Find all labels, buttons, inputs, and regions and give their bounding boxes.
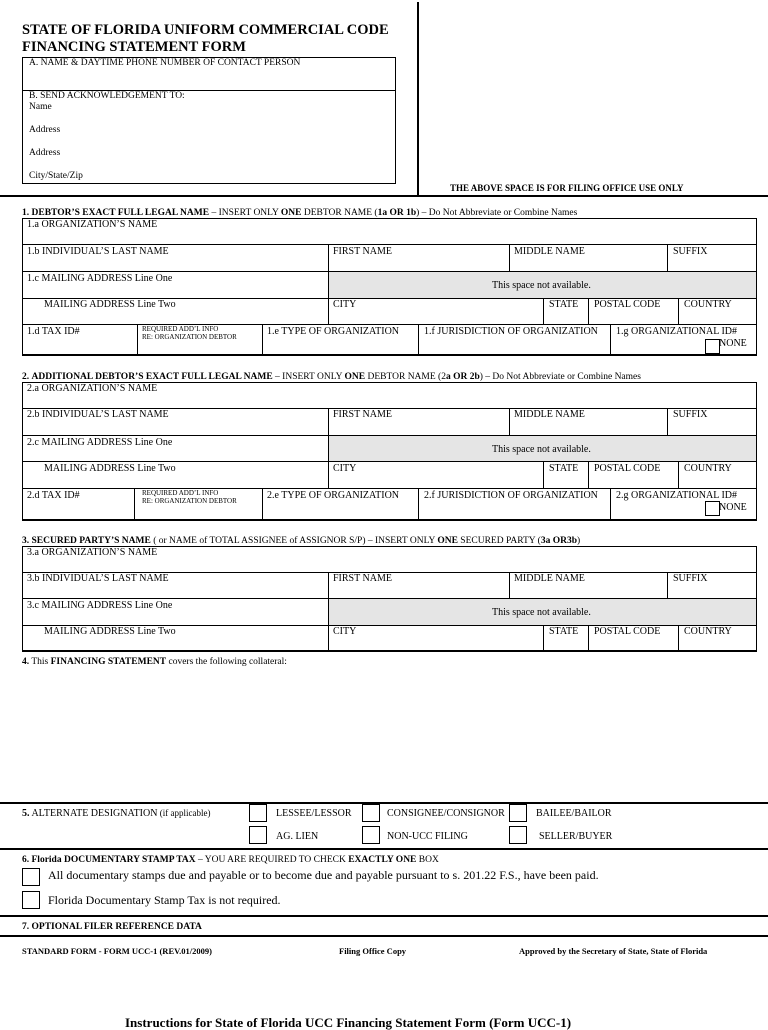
s3-not-available: This space not available. bbox=[492, 607, 591, 618]
consignee-consignor-label: CONSIGNEE/CONSIGNOR bbox=[387, 808, 505, 819]
ag-lien-checkbox[interactable] bbox=[249, 826, 267, 844]
s1-city-field[interactable]: CITY bbox=[333, 299, 357, 310]
s1-org-id-field[interactable]: 1.g ORGANIZATIONAL ID# bbox=[616, 326, 738, 337]
s1-state-field[interactable]: STATE bbox=[549, 299, 579, 310]
s1-jurisdiction-field[interactable]: 1.f JURISDICTION OF ORGANIZATION bbox=[424, 326, 598, 337]
footer-copy-label: Filing Office Copy bbox=[339, 946, 407, 956]
ack-address2-field[interactable]: Address bbox=[29, 148, 61, 158]
ack-label: B. SEND ACKNOWLEDGEMENT TO: bbox=[29, 91, 185, 101]
consignee-consignor-checkbox[interactable] bbox=[362, 804, 380, 822]
s1-not-available: This space not available. bbox=[492, 280, 591, 291]
s2-org-type-field[interactable]: 2.e TYPE OF ORGANIZATION bbox=[267, 490, 400, 501]
bailee-bailor-checkbox[interactable] bbox=[509, 804, 527, 822]
s2-req-info-line2: RE: ORGANIZATION DEBTOR bbox=[142, 497, 237, 505]
s1-none-label: NONE bbox=[719, 338, 747, 349]
s2-postal-field[interactable]: POSTAL CODE bbox=[594, 463, 661, 474]
s2-first-name-field[interactable]: FIRST NAME bbox=[333, 409, 392, 420]
contact-person-field[interactable] bbox=[22, 57, 396, 91]
s1-postal-field[interactable]: POSTAL CODE bbox=[594, 299, 661, 310]
form-title bbox=[22, 22, 389, 56]
s3-mailing2-field[interactable]: MAILING ADDRESS Line Two bbox=[44, 626, 176, 637]
s2-org-name-field[interactable]: 2.a ORGANIZATION’S NAME bbox=[27, 383, 158, 394]
s1-org-name-field[interactable]: 1.a ORGANIZATION’S NAME bbox=[27, 219, 158, 230]
non-ucc-filing-label: NON-UCC FILING bbox=[387, 831, 468, 842]
next-page-title: Instructions for State of Florida UCC Financing Statement Form (Form UCC-1) bbox=[125, 1015, 572, 1030]
lessee-lessor-label: LESSEE/LESSOR bbox=[276, 808, 352, 819]
s3-org-name-field[interactable]: 3.a ORGANIZATION’S NAME bbox=[27, 547, 158, 558]
s3-country-field[interactable]: COUNTRY bbox=[684, 626, 732, 637]
section5-bottom-rule bbox=[0, 848, 768, 850]
s3-first-name-field[interactable]: FIRST NAME bbox=[333, 573, 392, 584]
bailee-bailor-label: BAILEE/BAILOR bbox=[536, 808, 612, 819]
stamps-paid-label: All documentary stamps due and payable or to become due and payable pursuant to s. 201.22 F.S., have been paid. bbox=[48, 868, 599, 882]
s1-middle-name-field[interactable]: MIDDLE NAME bbox=[514, 246, 585, 257]
s3-mailing1-field[interactable]: 3.c MAILING ADDRESS Line One bbox=[27, 600, 173, 611]
stamps-paid-checkbox[interactable] bbox=[22, 868, 40, 886]
collateral-textarea[interactable] bbox=[22, 670, 757, 800]
filing-office-note: THE ABOVE SPACE IS FOR FILING OFFICE USE ONLY bbox=[450, 183, 684, 193]
s3-last-name-field[interactable]: 3.b INDIVIDUAL’S LAST NAME bbox=[27, 573, 169, 584]
form-title-line1: STATE OF FLORIDA UNIFORM COMMERCIAL CODE bbox=[22, 22, 389, 38]
s2-none-label: NONE bbox=[719, 502, 747, 513]
s2-not-available: This space not available. bbox=[492, 444, 591, 455]
s1-req-info-line2: RE: ORGANIZATION DEBTOR bbox=[142, 333, 237, 341]
s2-mailing2-field[interactable]: MAILING ADDRESS Line Two bbox=[44, 463, 176, 474]
s3-city-field[interactable]: CITY bbox=[333, 626, 357, 637]
s2-jurisdiction-field[interactable]: 2.f JURISDICTION OF ORGANIZATION bbox=[424, 490, 598, 501]
section1-heading: 1. DEBTOR’S EXACT FULL LEGAL NAME – INSERT ONLY ONE DEBTOR NAME (1a OR 1b) – Do Not Abbreviate or Combine Names bbox=[22, 208, 578, 218]
section7-bottom-rule bbox=[0, 935, 768, 937]
section2-heading: 2. ADDITIONAL DEBTOR’S EXACT FULL LEGAL NAME – INSERT ONLY ONE DEBTOR NAME (2a OR 2b) – Do Not Abbreviate or Combine Names bbox=[22, 372, 641, 382]
s2-city-field[interactable]: CITY bbox=[333, 463, 357, 474]
s1-first-name-field[interactable]: FIRST NAME bbox=[333, 246, 392, 257]
s2-none-checkbox[interactable] bbox=[705, 501, 720, 516]
s1-last-name-field[interactable]: 1.b INDIVIDUAL’S LAST NAME bbox=[27, 246, 169, 257]
s2-state-field[interactable]: STATE bbox=[549, 463, 579, 474]
seller-buyer-label: SELLER/BUYER bbox=[539, 831, 613, 842]
form-title-line2: FINANCING STATEMENT FORM bbox=[22, 39, 246, 55]
s1-mailing2-field[interactable]: MAILING ADDRESS Line Two bbox=[44, 299, 176, 310]
s1-none-checkbox[interactable] bbox=[705, 339, 720, 354]
header-bottom-rule bbox=[0, 195, 768, 197]
section7-label[interactable]: 7. OPTIONAL FILER REFERENCE DATA bbox=[22, 922, 202, 932]
s2-mailing1-field[interactable]: 2.c MAILING ADDRESS Line One bbox=[27, 437, 173, 448]
section6-label: 6. Florida DOCUMENTARY STAMP TAX – YOU ARE REQUIRED TO CHECK EXACTLY ONE BOX bbox=[22, 855, 439, 865]
ack-name-field[interactable]: Name bbox=[29, 102, 52, 112]
lessee-lessor-checkbox[interactable] bbox=[249, 804, 267, 822]
non-ucc-filing-checkbox[interactable] bbox=[362, 826, 380, 844]
s2-req-info-line1: REQUIRED ADD’L INFO bbox=[142, 489, 219, 497]
footer-approval: Approved by the Secretary of State, State of Florida bbox=[519, 946, 708, 956]
s1-suffix-field[interactable]: SUFFIX bbox=[673, 246, 708, 257]
section3-heading: 3. SECURED PARTY’S NAME ( or NAME of TOTAL ASSIGNEE of ASSIGNOR S/P) – INSERT ONLY ONE SECURED PARTY (3a OR3b) bbox=[22, 536, 581, 546]
stamp-not-required-label: Florida Documentary Stamp Tax is not required. bbox=[48, 893, 281, 907]
s3-state-field[interactable]: STATE bbox=[549, 626, 579, 637]
s3-middle-name-field[interactable]: MIDDLE NAME bbox=[514, 573, 585, 584]
section4-bottom-rule bbox=[0, 802, 768, 804]
footer-form-id: STANDARD FORM - FORM UCC-1 (REV.01/2009) bbox=[22, 946, 212, 956]
ag-lien-label: AG. LIEN bbox=[276, 831, 319, 842]
s1-tax-id-field[interactable]: 1.d TAX ID# bbox=[27, 326, 80, 337]
s2-last-name-field[interactable]: 2.b INDIVIDUAL’S LAST NAME bbox=[27, 409, 169, 420]
s2-suffix-field[interactable]: SUFFIX bbox=[673, 409, 708, 420]
s2-org-id-field[interactable]: 2.g ORGANIZATIONAL ID# bbox=[616, 490, 738, 501]
s2-tax-id-field[interactable]: 2.d TAX ID# bbox=[27, 490, 80, 501]
s1-org-type-field[interactable]: 1.e TYPE OF ORGANIZATION bbox=[267, 326, 400, 337]
seller-buyer-checkbox[interactable] bbox=[509, 826, 527, 844]
s3-postal-field[interactable]: POSTAL CODE bbox=[594, 626, 661, 637]
s1-country-field[interactable]: COUNTRY bbox=[684, 299, 732, 310]
section5-label: 5. ALTERNATE DESIGNATION (if applicable) bbox=[22, 808, 211, 819]
section4-label: 4. This FINANCING STATEMENT covers the following collateral: bbox=[22, 657, 287, 667]
header-divider bbox=[417, 2, 419, 195]
ack-city-field[interactable]: City/State/Zip bbox=[29, 171, 83, 181]
s1-req-info-line1: REQUIRED ADD’L INFO bbox=[142, 325, 219, 333]
section6-bottom-rule bbox=[0, 915, 768, 917]
s1-mailing1-field[interactable]: 1.c MAILING ADDRESS Line One bbox=[27, 273, 173, 284]
s2-middle-name-field[interactable]: MIDDLE NAME bbox=[514, 409, 585, 420]
s2-country-field[interactable]: COUNTRY bbox=[684, 463, 732, 474]
contact-person-label: A. NAME & DAYTIME PHONE NUMBER OF CONTACT PERSON bbox=[29, 58, 301, 68]
stamp-not-required-checkbox[interactable] bbox=[22, 891, 40, 909]
ack-address1-field[interactable]: Address bbox=[29, 125, 61, 135]
acknowledgement-box bbox=[22, 90, 396, 184]
s3-suffix-field[interactable]: SUFFIX bbox=[673, 573, 708, 584]
